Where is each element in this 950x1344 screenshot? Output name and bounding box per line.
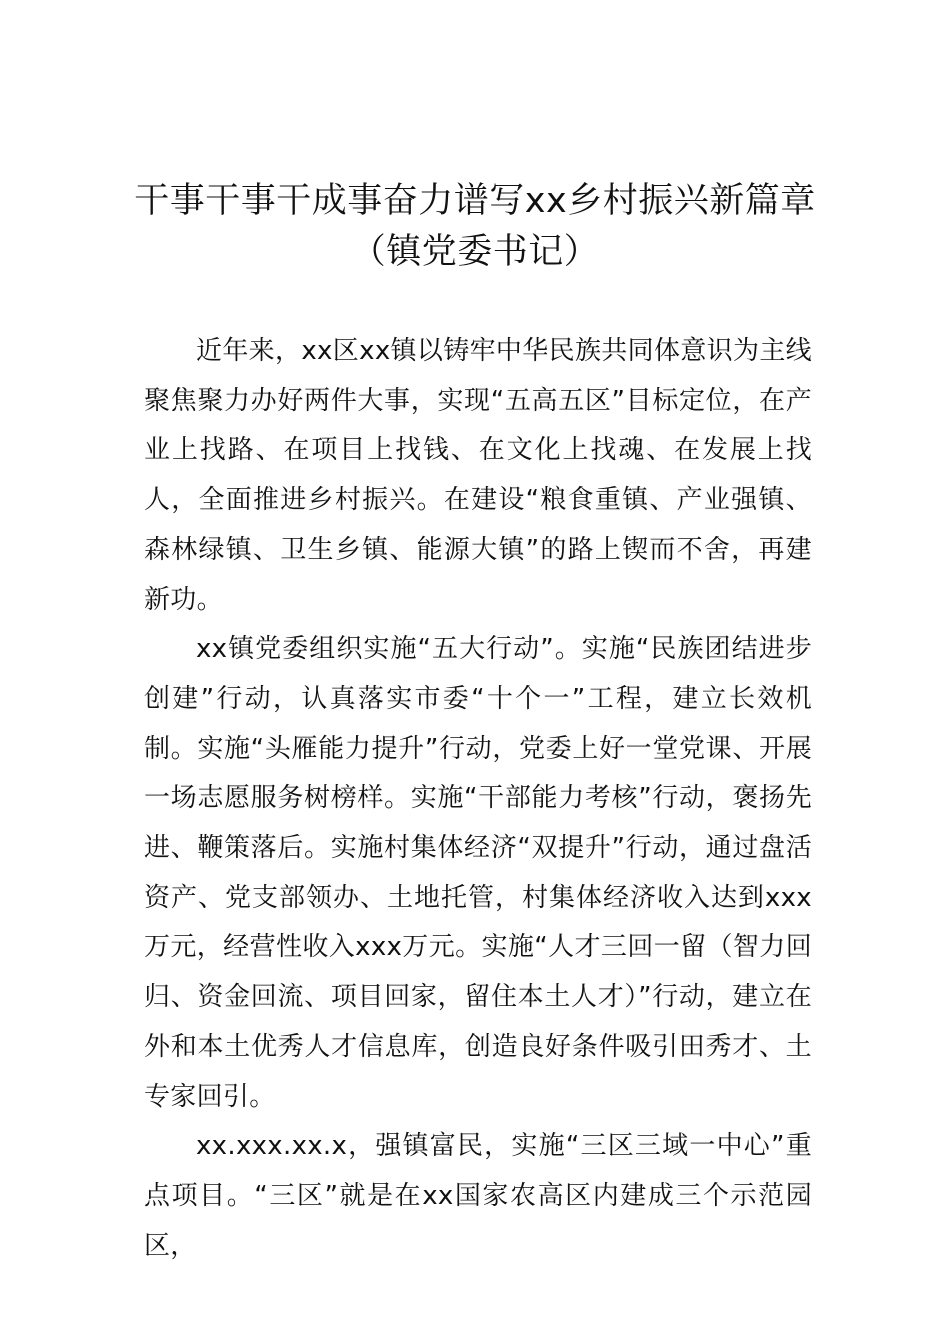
document-title: 干事干事干成事奋力谱写xx乡村振兴新篇章（镇党委书记）: [134, 181, 816, 272]
paragraph: xx镇党委组织实施“五大行动”。实施“民族团结进步创建”行动，认真落实市委“十个一”工程，建立长效机制。实施“头雁能力提升”行动，党委上好一堂党课、开展一场志愿服务树榜样。实施“干部能力考核”行动，褒扬先进、鞭策落后。实施村集体经济“双提升”行动，通过盘活资产、党支部领办、土地托管，村集体经济收入达到xxx万元，经营性收入xxx万元。实施“人才三回一留（智力回归、资金回流、项目回家，留住本土人才）”行动，建立在外和本土优秀人才信息库，创造良好条件吸引田秀才、土专家回引。: [144, 634, 812, 1112]
document-body: [144, 327, 812, 1271]
paragraph: 近年来，xx区xx镇以铸牢中华民族共同体意识为主线聚焦聚力办好两件大事，实现“五高五区”目标定位，在产业上找路、在项目上找钱、在文化上找魂、在发展上找人，全面推进乡村振兴。在建设“粮食重镇、产业强镇、森林绿镇、卫生乡镇、能源大镇”的路上锲而不舍，再建新功。: [144, 336, 812, 615]
paragraph: xx.xxx.xx.x，强镇富民，实施“三区三域一中心”重点项目。“三区”就是在xx国家农高区内建成三个示范园区，: [144, 1131, 812, 1261]
